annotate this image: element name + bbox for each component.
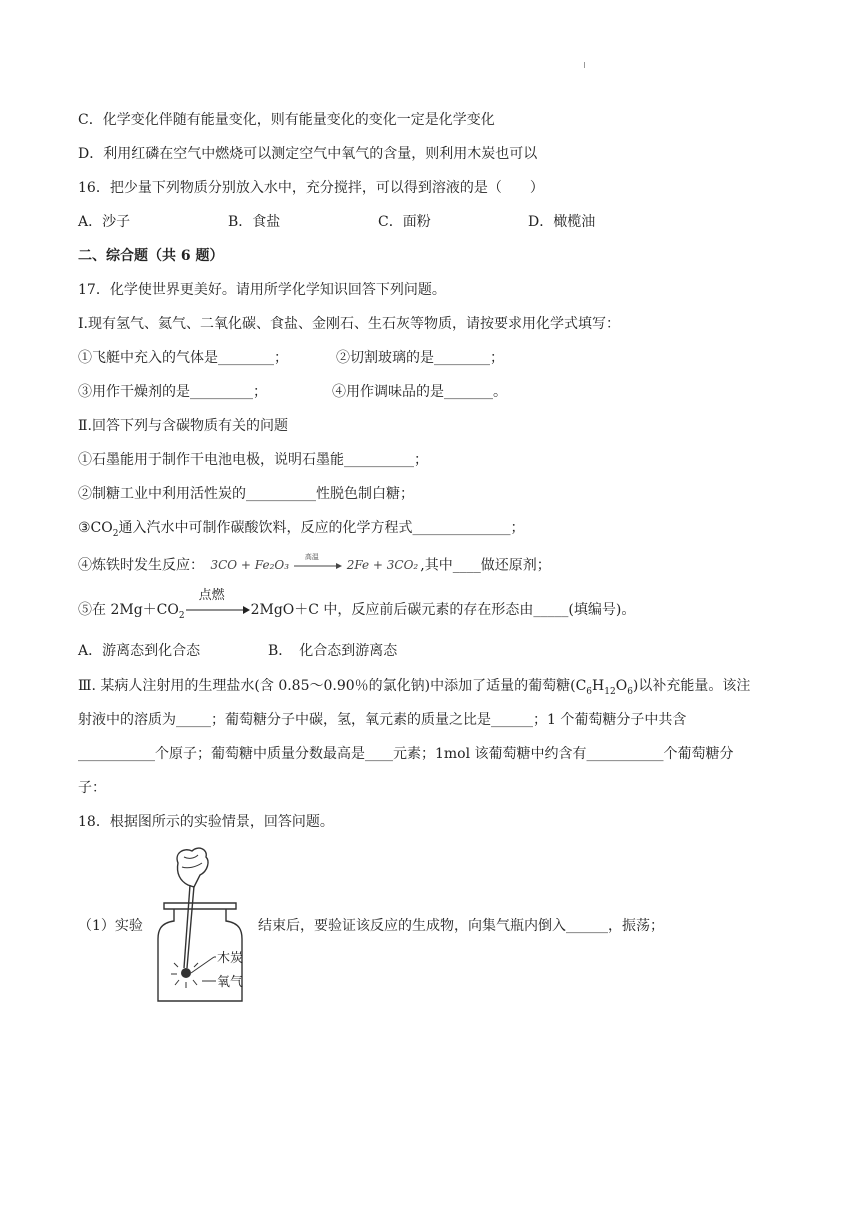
q17-part3-line1: Ⅲ. 某病人注射用的生理盐水(含 0.85～0.90％的氯化钠)中添加了适量的葡萄糖$(C_6H_{12}O_6)$以补充能量。该注 (78, 678, 751, 697)
q17-part3-line4: 子： (78, 780, 106, 796)
q17-part2-intro: Ⅱ.回答下列与含碳物质有关的问题 (78, 418, 288, 434)
q17-part1-row2 (78, 382, 507, 402)
q18-sub1: （1）实验 结束后，要验证该反应的生成物，向集气瓶内倒入______，振荡； (78, 918, 664, 934)
section-title: 二、综合题（共 6 题） (78, 248, 224, 264)
q17-part3-line2: 射液中的溶质为_____；葡萄糖分子中碳，氢，氧元素的质量之比是______；1 个葡萄糖分子中共含 (78, 712, 687, 728)
q17-option-a: A．游离态到化合态 (78, 643, 201, 659)
experiment-diagram (150, 843, 260, 1005)
header-mark (584, 62, 585, 68)
label-oxygen: 氧气 (217, 975, 244, 990)
label-charcoal: 木炭 (217, 951, 244, 966)
q16-option-d: D．橄榄油 (528, 214, 596, 230)
q18-stem: 18．根据图所示的实验情景，回答问题。 (78, 814, 334, 830)
iron-smelting-equation: 3CO + Fe₂O₃ 高温 2Fe + 3CO₂ (210, 555, 418, 576)
reaction-arrow-ignite: 点燃 (185, 600, 251, 620)
q17-p2-options (78, 641, 397, 661)
q17-p2-item3: $③CO_2$通入汽水中可制作碳酸饮料，反应的化学方程式______________； (78, 520, 525, 539)
charcoal-oxygen-figure (150, 843, 260, 1005)
q17-p1-item2: ②切割玻璃的是________； (336, 350, 504, 366)
q16-option-c: C．面粉 (378, 214, 431, 230)
q17-p1-item1: ①飞艇中充入的气体是________； (78, 350, 288, 366)
q16-option-a: A．沙子 (78, 214, 131, 230)
reaction-arrow: 高温 (293, 556, 343, 576)
q15-option-d: D．利用红磷在空气中燃烧可以测定空气中氧气的含量，则利用木炭也可以 (78, 146, 538, 162)
q17-p1-item3: ③用作干燥剂的是_________； (78, 384, 267, 400)
q17-stem: 17．化学使世界更美好。请用所学化学知识回答下列问题。 (78, 282, 446, 298)
q17-part1-row1 (78, 348, 504, 368)
q16-option-b: B．食盐 (228, 214, 281, 230)
q16-options (78, 212, 595, 232)
q17-option-b: B． 化合态到游离态 (268, 643, 398, 659)
q17-p2-item1: ①石墨能用于制作干电池电极，说明石墨能__________； (78, 452, 428, 468)
q17-p1-item4: ④用作调味品的是_______。 (332, 384, 507, 400)
q17-p2-item4: ④炼铁时发生反应： 3CO + Fe₂O₃ 高温 2Fe + 3CO₂ ,其中____做还原剂； (78, 555, 551, 576)
q16-stem: 16．把少量下列物质分别放入水中，充分搅拌，可以得到溶液的是（ ） (78, 180, 544, 196)
q17-part1-intro: Ⅰ.现有氢气、氦气、二氧化碳、食盐、金刚石、生石灰等物质，请按要求用化学式填写： (78, 316, 620, 332)
q17-p2-item5: ⑤在 $2Mg+CO_2$ 点燃 2MgO＋C 中，反应前后碳元素的存在形态由_____(填编号)。 (78, 588, 636, 621)
q15-option-c: C．化学变化伴随有能量变化，则有能量变化的变化一定是化学变化 (78, 112, 495, 128)
q17-part3-line3: ___________个原子；葡萄糖中质量分数最高是____元素；1mol 该葡萄糖中约含有___________个葡萄糖分 (78, 746, 734, 762)
q17-p2-item2: ②制糖工业中利用活性炭的__________性脱色制白糖； (78, 486, 414, 502)
